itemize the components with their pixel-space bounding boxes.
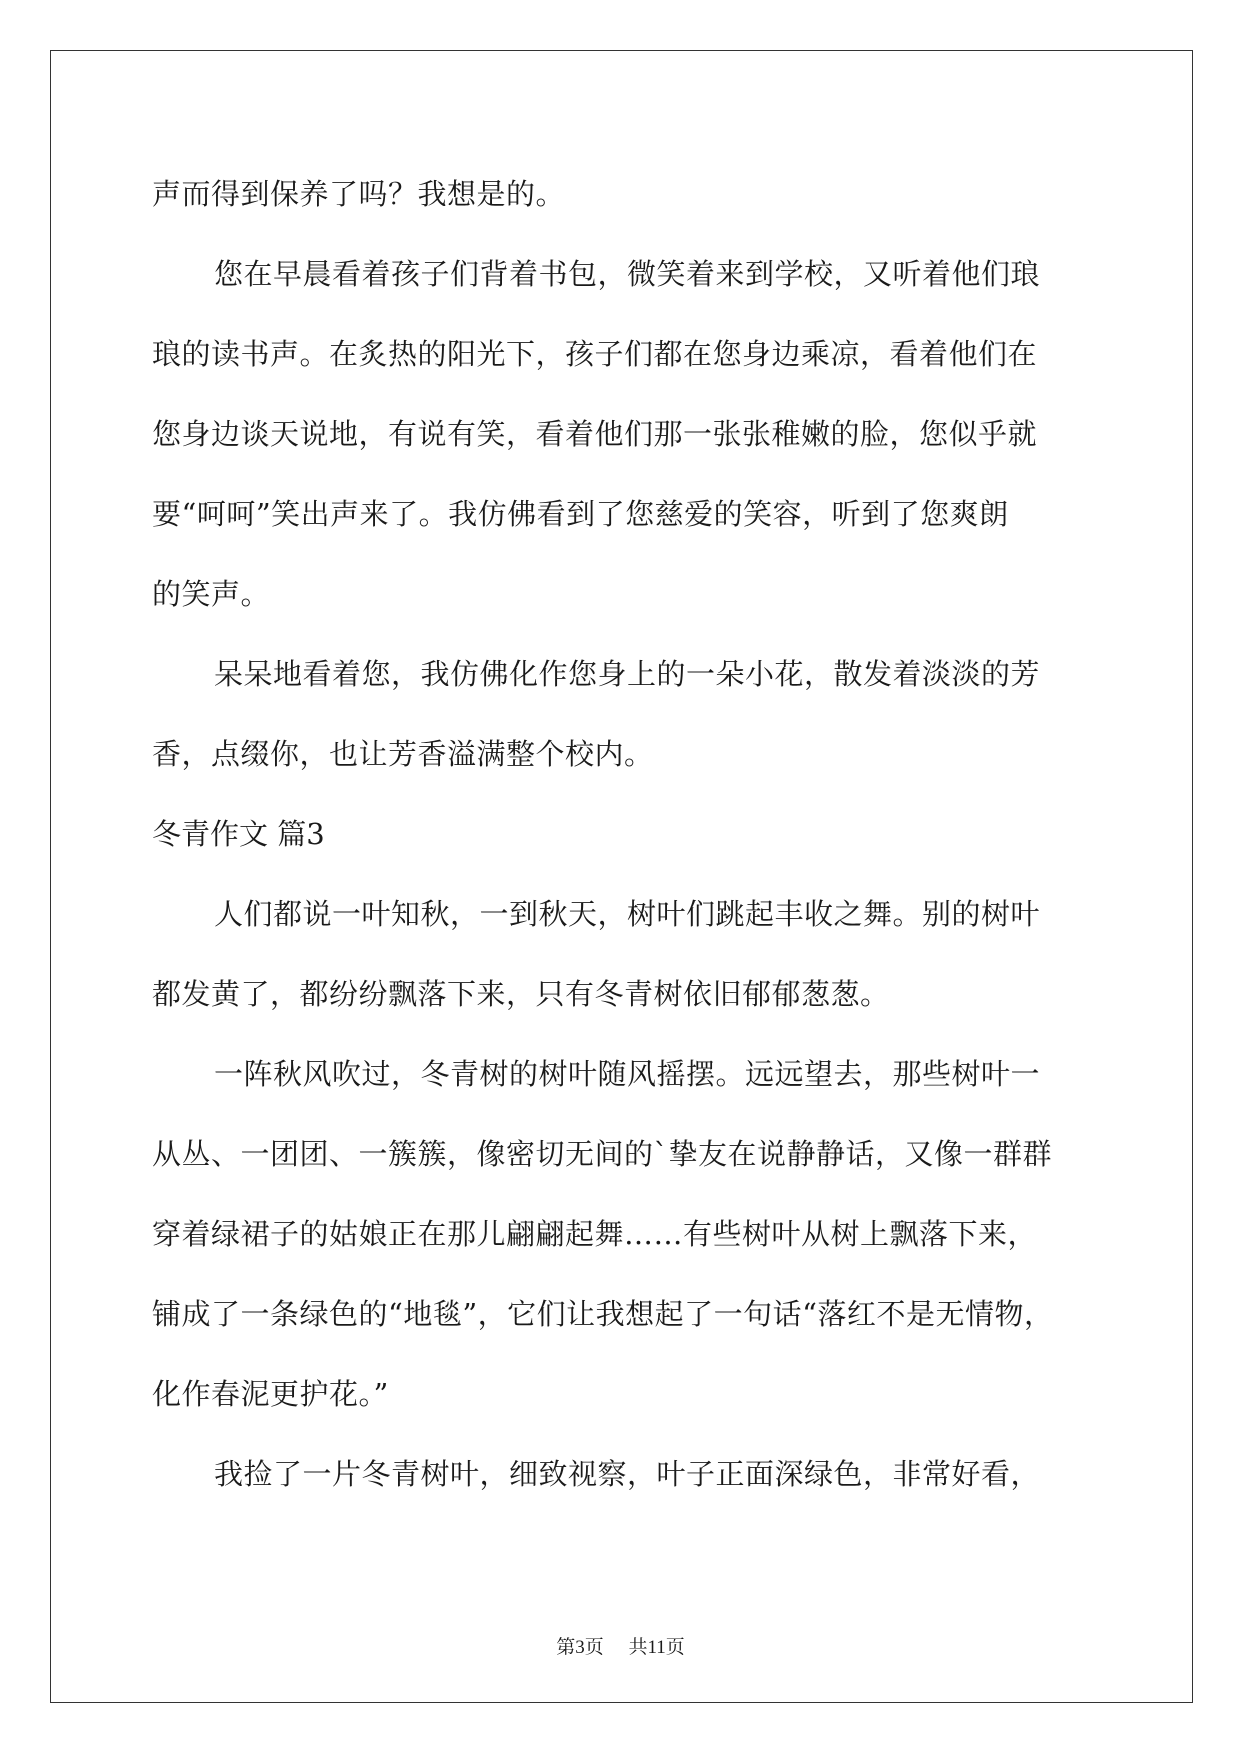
- section-heading: 冬青作文 篇3: [152, 817, 325, 851]
- text-line: 的笑声。: [152, 577, 271, 611]
- page-number: 第3页: [556, 1637, 604, 1658]
- text-line: 穿着绿裙子的姑娘正在那儿翩翩起舞……有些树叶从树上飘落下来，: [152, 1217, 1038, 1251]
- text-line: 从丛、一团团、一簇簇，像密切无间的`挚友在说静静话，又像一群群: [152, 1137, 1053, 1171]
- text-line: 香，点缀你，也让芳香溢满整个校内。: [152, 737, 654, 771]
- text-line: 声而得到保养了吗？我想是的。: [152, 177, 566, 211]
- text-line: 呆呆地看着您，我仿佛化作您身上的一朵小花，散发着淡淡的芳: [214, 657, 1041, 691]
- text-line: 一阵秋风吹过，冬青树的树叶随风摇摆。远远望去，那些树叶一: [214, 1057, 1041, 1091]
- page-footer: [0, 1632, 1241, 1659]
- text-line: 琅的读书声。在炙热的阳光下，孩子们都在您身边乘凉，看着他们在: [152, 337, 1038, 371]
- document-body: [152, 154, 1092, 1514]
- text-line: 化作春泥更护花。”: [152, 1377, 389, 1411]
- text-line: 您身边谈天说地，有说有笑，看着他们那一张张稚嫩的脸，您似乎就: [152, 417, 1038, 451]
- text-line: 人们都说一叶知秋，一到秋天，树叶们跳起丰收之舞。别的树叶: [214, 897, 1041, 931]
- text-line: 我捡了一片冬青树叶，细致视察，叶子正面深绿色，非常好看，: [214, 1457, 1041, 1491]
- page-total: 共11页: [628, 1637, 685, 1658]
- text-line: 您在早晨看着孩子们背着书包，微笑着来到学校，又听着他们琅: [214, 257, 1041, 291]
- text-line: 铺成了一条绿色的“地毯”，它们让我想起了一句话“落红不是无情物，: [152, 1297, 1054, 1331]
- text-line: 要“呵呵”笑出声来了。我仿佛看到了您慈爱的笑容，听到了您爽朗: [152, 497, 1009, 531]
- text-line: 都发黄了，都纷纷飘落下来，只有冬青树依旧郁郁葱葱。: [152, 977, 890, 1011]
